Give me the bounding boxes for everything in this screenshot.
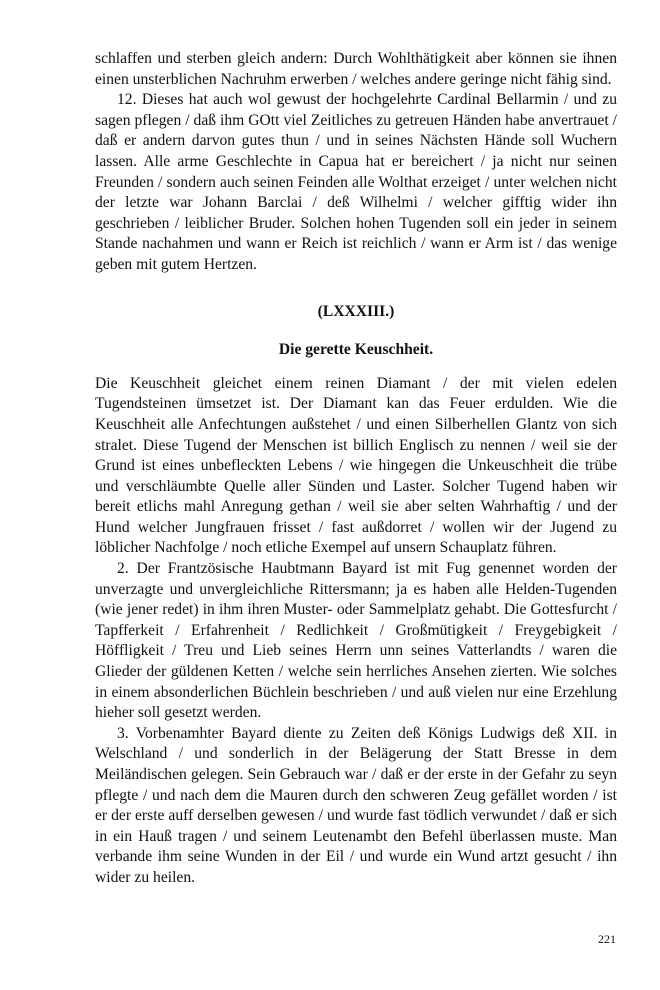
paragraph-12: 12. Dieses hat auch wol gewust der hochgelehrte Cardinal Bellarmin / und zu sagen pflegen / daß ihm GOtt viel Zeitliches zu getreuen Händen habe anvertrauet / daß er andern darvon gutes thun / und in seines Nächsten Hände soll Wuchern lassen. Alle arme Geschlechte in Capua hat er bereichert / ja nicht nur seinen Freunden / sondern auch seinen Feinden alle Wolthat erzeiget / unter welchen nicht der letzte war Johann Barclai / deß Wilhelmi / welcher gifftig wider ihn geschrieben / leiblicher Bruder. Solchen hohen Tugenden soll ein jeder in seinem Stande nachahmen und wann er Reich ist reichlich / wann er Arm ist / das wenige geben mit gutem Hertzen.: [95, 91, 617, 273]
paragraph-1: Die Keuschheit gleichet einem reinen Diamant / der mit vielen edelen Tugendsteinen ümsetzet ist. Der Diamant kan das Feuer erdulden. Wie die Keuschheit alle Anfechtungen außstehet / und einen Silberhellen Glantz von sich stralet. Diese Tugend der Menschen ist billich Englisch zu nennen / weil sie der Grund ist eines unbefleckten Lebens / wie hingegen die Unkeuschheit die trübe und verschläumbte Quelle aller Sünden und Laster. Solcher Tugend haben wir bereit etlichs mahl Anregung gethan / weil sie aber selten Wahrhaftig / und der Hund welcher Jungfrauen frisset / fast außdorret / wollen wir der Jugend zu löblicher Nachfolge / noch etliche Exempel auf unsern Schauplatz führen.: [95, 374, 617, 557]
paragraph-3: 3. Vorbenamhter Bayard diente zu Zeiten deß Königs Ludwigs deß XII. in Welschland / und sonderlich in der Belägerung der Statt Bresse in dem Meiländischen gelegen. Sein Gebrauch war / daß er der erste in der Gefahr zu seyn pflegte / und nach dem die Mauren durch den schweren Zeug gefället worden / ist er der erste auff derselben gewesen / und wurde fast tödlich verwundet / daß er sich in ein Hauß tragen / und seinem Leutenambt den Befehl überlassen muste. Man verbande ihm seine Wunden in der Eil / und wurde ein Wund artzt gesucht / ihn wider zu heilen.: [95, 724, 617, 886]
chapter-number: (LXXXIII.): [317, 302, 395, 320]
page-body: [95, 49, 617, 889]
chapter-title: Die gerette Keuschheit.: [278, 341, 434, 359]
paragraph-2: 2. Der Frantzösische Haubtmann Bayard ist mit Fug genennet worden der unverzagte und unvergleichliche Rittersmann; ja es haben alle Helden-Tugenden (wie jener redet) in ihm ihren Muster- oder Sammelplatz gehabt. Die Gottesfurcht / Tapfferkeit / Erfahrenheit / Redlichkeit / Großmütigkeit / Freygebigkeit / Höffligkeit / Treu und Lieb seines Herrn unn seines Vatterlandts / waren die Glieder der güldenen Ketten / welche sein herrliches Ansehen zierten. Wie solches in einem absonderlichen Büchlein beschrieben / und auß vielen nur eine Erzehlung hieher soll gesetzt werden.: [95, 560, 617, 722]
page-number: 221: [598, 932, 616, 946]
paragraph-continuation: schlaffen und sterben gleich andern: Durch Wohlthätigkeit aber können sie ihnen einen unsterblichen Nachruhm erwerben / welches andere geringe nicht fähig sind.: [95, 50, 617, 88]
